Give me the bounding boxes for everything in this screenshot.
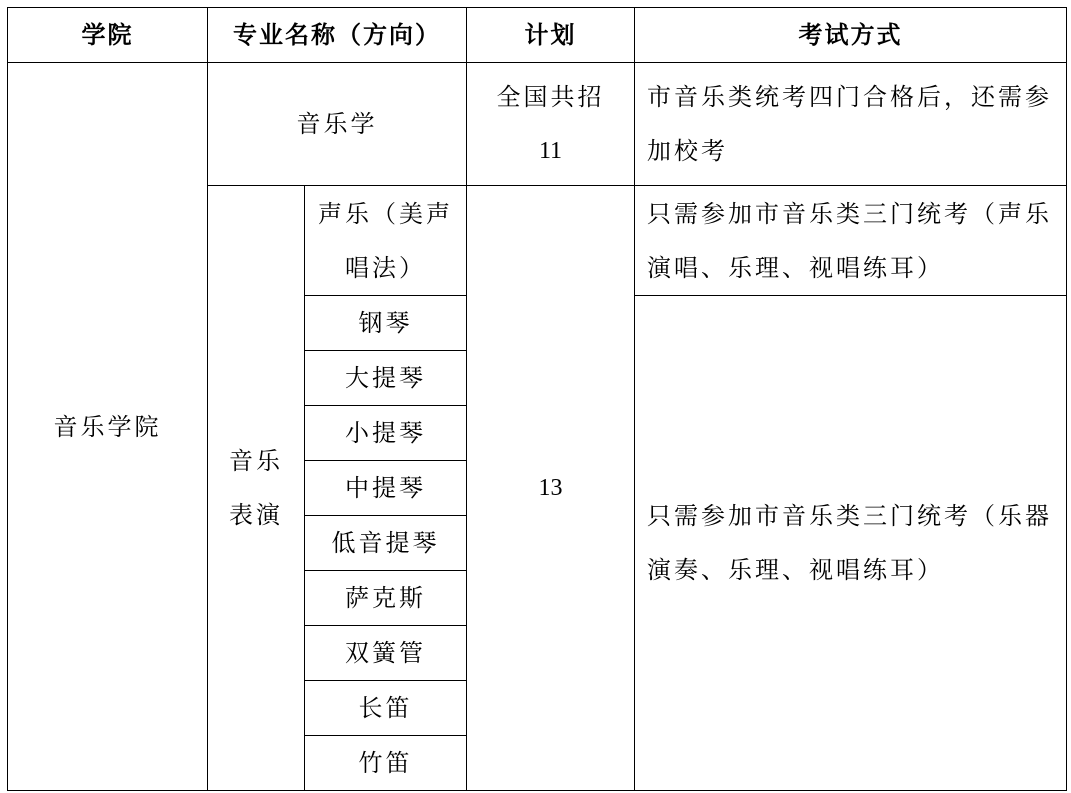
major-performance: 音乐表演 (208, 186, 305, 791)
direction-item: 萨克斯 (305, 571, 467, 626)
major-musicology: 音乐学 (208, 63, 467, 186)
direction-item: 低音提琴 (305, 516, 467, 571)
header-row (8, 8, 1067, 63)
plan-musicology (467, 63, 635, 186)
header-college: 学院 (8, 8, 208, 63)
header-major: 专业名称（方向） (208, 8, 467, 63)
plan-label: 全国共招 (496, 83, 605, 111)
direction-item: 中提琴 (305, 461, 467, 516)
direction-item: 竹笛 (305, 736, 467, 791)
direction-item: 钢琴 (305, 296, 467, 351)
plan-performance: 13 (467, 186, 635, 791)
direction-item: 长笛 (305, 681, 467, 736)
header-plan: 计划 (467, 8, 635, 63)
direction-item: 大提琴 (305, 351, 467, 406)
direction-item: 声乐（美声唱法） (305, 186, 467, 296)
direction-item: 小提琴 (305, 406, 467, 461)
plan-number: 11 (538, 138, 563, 164)
direction-item: 双簧管 (305, 626, 467, 681)
exam-musicology: 市音乐类统考四门合格后，还需参加校考 (635, 63, 1067, 186)
table-row (8, 63, 1067, 186)
exam-vocal: 只需参加市音乐类三门统考（声乐演唱、乐理、视唱练耳） (635, 186, 1067, 296)
admission-table (7, 7, 1067, 791)
college-name: 音乐学院 (8, 63, 208, 791)
exam-instrument: 只需参加市音乐类三门统考（乐器演奏、乐理、视唱练耳） (635, 296, 1067, 791)
header-exam: 考试方式 (635, 8, 1067, 63)
